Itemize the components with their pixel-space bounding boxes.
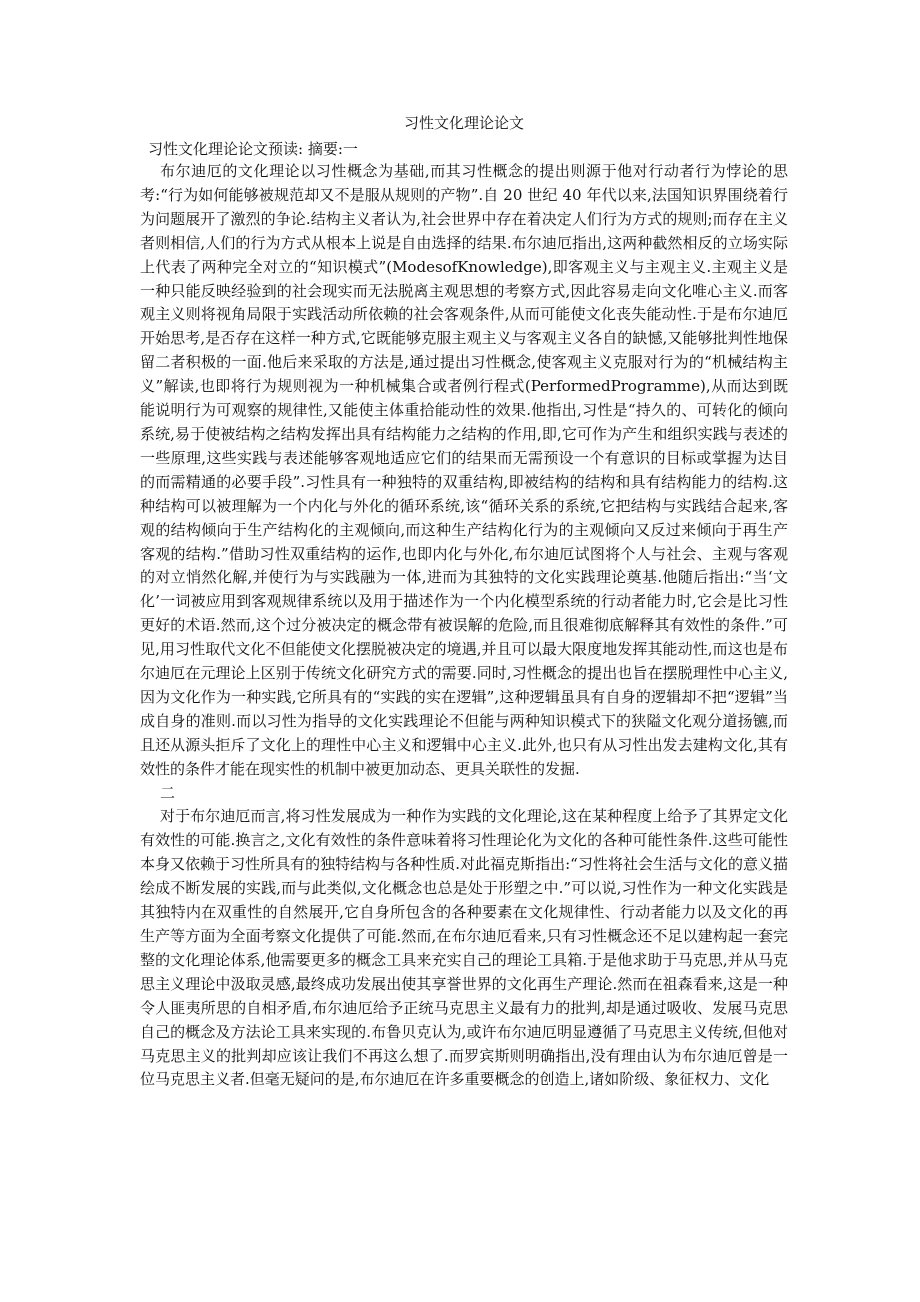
document-subhead: 习性文化理论论文预读: 摘要:一: [148, 140, 358, 158]
paragraph-1: 布尔迪厄的文化理论以习性概念为基础,而其习性概念的提出则源于他对行动者行为悖论的思考:“行为如何能够被规范却又不是服从规则的产物”.自 20 世纪 40 年代以来,法国知识界围绕着行为问题展开了激烈的争论.结构主义者认为,社会世界中存在着决定人们行为方式的规则;而存在主义者则相信,人们的行为方式从根本上说是自由选择的结果.布尔迪厄指出,这两种截然相反的立场实际上代表了两种完全对立的“知识模式”(ModesofKnowledge),即客观主义与主观主义.主观主义是一种只能反映经验到的社会现实而无法脱离主观思想的考察方式,因此容易走向文化唯心主义.而客观主义则将视角局限于实践活动所依赖的社会客观条件,从而可能使文化丧失能动性.于是布尔迪厄开始思考,是否存在这样一种方式,它既能够克服主观主义与客观主义各自的缺憾,又能够批判性地保留二者积极的一面.他后来采取的方法是,通过提出习性概念,使客观主义克服对行为的“机械结构主义”解读,也即将行为规则视为一种机械集合或者例行程式(PerformedProgramme),从而达到既能说明行为可观察的规律性,又能使主体重拾能动性的效果.他指出,习性是“持久的、可转化的倾向系统,易于使被结构之结构发挥出具有结构能力之结构的作用,即,它可作为产生和组织实践与表述的一些原理,这些实践与表述能够客观地适应它们的结果而无需预设一个有意识的目标或掌握为达目的而需精通的必要手段”.习性具有一种独特的双重结构,即被结构的结构和具有结构能力的结构.这种结构可以被理解为一个内化与外化的循环系统,该“循环关系的系统,它把结构与实践结合起来,客观的结构倾向于生产结构化的主观倾向,而这种生产结构化行为的主观倾向又反过来倾向于再生产客观的结构.”借助习性双重结构的运作,也即内化与外化,布尔迪厄试图将个人与社会、主观与客观的对立悄然化解,并使行为与实践融为一体,进而为其独特的文化实践理论奠基.他随后指出:“当‘文化’一词被应用到客观规律系统以及用于描述作为一个内化模型系统的行动者能力时,它会是比习性更好的术语.然而,这个过分被决定的概念带有被误解的危险,而且很难彻底解释其有效性的条件.”可见,用习性取代文化不但能使文化摆脱被决定的境遇,并且可以最大限度地发挥其能动性,而这也是布尔迪厄在元理论上区别于传统文化研究方式的需要.同时,习性概念的提出也旨在摆脱理性中心主义,因为文化作为一种实践,它所具有的“实践的实在逻辑”,这种逻辑虽具有自身的逻辑却不把“逻辑”当成自身的准则.而以习性为指导的文化实践理论不但能与两种知识模式下的狭隘文化观分道扬镳,而且还从源头拒斥了文化上的理性中心主义和逻辑中心主义.此外,也只有从习性出发去建构文化,其有效性的条件才能在现实性的机制中被更加动态、更具关联性的发掘.: [140, 162, 788, 778]
paragraph-2: 对于布尔迪厄而言,将习性发展成为一种作为实践的文化理论,这在某种程度上给予了其界定文化有效性的可能.换言之,文化有效性的条件意味着将习性理论化为文化的各种可能性条件.这些可能性本身又依赖于习性所具有的独特结构与各种性质.对此福克斯指出:“习性将社会生活与文化的意义描绘成不断发展的实践,而与此类似,文化概念也总是处于形塑之中.”可以说,习性作为一种文化实践是其独特内在双重性的自然展开,它自身所包含的各种要素在文化规律性、行动者能力以及文化的再生产等方面为全面考察文化提供了可能.然而,在布尔迪厄看来,只有习性概念还不足以建构起一套完整的文化理论体系,他需要更多的概念工具来充实自己的理论工具箱.于是他求助于马克思,并从马克思主义理论中汲取灵感,最终成功发展出使其享誉世界的文化再生产理论.然而在祖森看来,这是一种令人匪夷所思的自相矛盾,布尔迪厄给予正统马克思主义最有力的批判,却是通过吸收、发展马克思自己的概念及方法论工具来实现的.布鲁贝克认为,或许布尔迪厄明显遵循了马克思主义传统,但他对马克思主义的批判却应该让我们不再这么想了.而罗宾斯则明确指出,没有理由认为布尔迪厄曾是一位马克思主义者.但毫无疑问的是,布尔迪厄在许多重要概念的创造上,诸如阶级、象征权力、文化: [140, 807, 788, 1089]
document-page: [140, 112, 788, 1092]
document-title: 习性文化理论论文: [403, 114, 524, 132]
section-number-2: 二: [160, 783, 176, 802]
